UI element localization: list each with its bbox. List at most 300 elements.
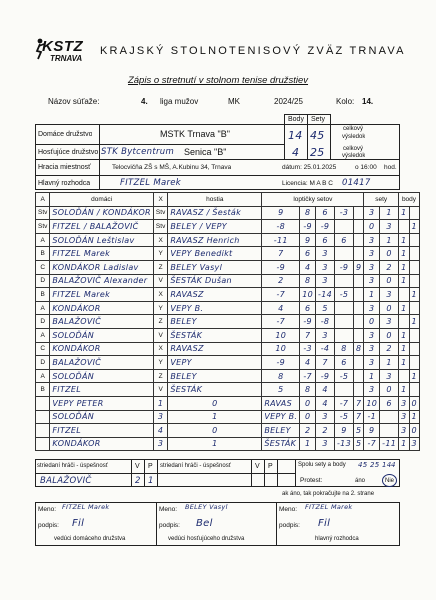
table-cell: 3 <box>364 260 380 274</box>
table-cell: VEPY Benedikt <box>168 247 262 261</box>
table-cell: 3 <box>364 247 380 261</box>
table-cell: 0 <box>380 274 399 288</box>
table-cell: V <box>153 274 167 288</box>
table-cell <box>409 383 419 397</box>
table-cell: -3 <box>335 206 354 220</box>
home-team-name: MSTK Trnava "B" <box>160 129 230 139</box>
table-cell: -9 <box>316 220 335 234</box>
subs-home-label: striedaní hráči - úspešnosť <box>37 463 108 469</box>
union-name: KRAJSKÝ STOLNOTENISOVÝ ZVÄZ TRNAVA <box>100 45 406 57</box>
totals-sety-away: 25 <box>370 461 380 469</box>
home-sety: 45 <box>310 128 325 142</box>
table-cell: SOLOĎÁN <box>50 410 154 424</box>
col-header: domáci <box>50 193 154 207</box>
col-header: X <box>153 193 167 207</box>
table-row <box>36 328 420 342</box>
table-cell: 2 <box>380 342 399 356</box>
table-cell: 4 <box>153 424 167 438</box>
table-cell <box>353 301 363 315</box>
table-cell: 0 <box>364 315 380 329</box>
table-cell <box>353 288 363 302</box>
table-cell <box>353 383 363 397</box>
table-cell: 3 <box>364 328 380 342</box>
table-cell: Stv <box>153 220 167 234</box>
table-cell: 1 <box>399 274 409 288</box>
table-cell <box>335 220 354 234</box>
table-cell: -8 <box>316 315 335 329</box>
table-cell: 7 <box>300 328 316 342</box>
table-cell: 6 <box>380 396 399 410</box>
body-header: Body <box>288 115 304 123</box>
table-cell: -5 <box>335 288 354 302</box>
table-cell: X <box>153 233 167 247</box>
table-cell <box>353 233 363 247</box>
table-cell <box>353 315 363 329</box>
table-cell: 4 <box>316 396 335 410</box>
table-cell: 3 <box>316 247 335 261</box>
table-cell <box>399 288 409 302</box>
table-cell: SOLOĎÁN <box>50 369 154 383</box>
away-team-prefix: STK Bytcentrum <box>101 147 175 157</box>
table-cell: -9 <box>262 356 300 370</box>
table-cell: 1 <box>168 437 262 451</box>
table-row <box>36 301 420 315</box>
table-cell: -11 <box>380 437 399 451</box>
away-team-name: Senica "B" <box>184 147 227 157</box>
table-cell: Z <box>153 315 167 329</box>
table-cell: 3 <box>380 369 399 383</box>
table-cell: Z <box>153 260 167 274</box>
table-cell: 0 <box>380 301 399 315</box>
table-cell <box>380 410 399 424</box>
table-cell: 8 <box>335 342 354 356</box>
sety-header: Sety <box>311 115 326 123</box>
table-cell: 8 <box>300 274 316 288</box>
table-cell: 0 <box>168 396 262 410</box>
venue: Telocvičňa ZŠ s MŠ, A.Kubinu 34, Trnava <box>112 164 232 171</box>
table-cell: SOLOĎÁN Leštislav <box>50 233 154 247</box>
referee-sign-label: podpis: <box>279 522 300 529</box>
table-cell: -1 <box>364 410 380 424</box>
table-cell <box>409 356 419 370</box>
logo-text: KSTZ <box>42 38 84 55</box>
table-cell: -7 <box>300 369 316 383</box>
table-row <box>36 396 420 410</box>
table-cell: -11 <box>262 233 300 247</box>
table-cell: 1 <box>399 233 409 247</box>
table-cell: 0 <box>409 396 419 410</box>
table-cell: 10 <box>262 328 300 342</box>
table-header-row <box>36 193 420 207</box>
table-cell <box>399 369 409 383</box>
table-cell <box>409 301 419 315</box>
totals-body-home: 14 <box>382 461 392 469</box>
totals-sety-home: 45 <box>358 461 368 469</box>
kstz-logo <box>32 38 94 68</box>
competition-label: Názov súťaže: <box>48 97 100 106</box>
table-cell: 9 <box>335 424 354 438</box>
category: MK <box>228 97 240 106</box>
table-cell: FITZEL <box>50 424 154 438</box>
table-cell: ŠESTÁK <box>168 383 262 397</box>
table-cell: 2 <box>380 260 399 274</box>
table-cell: BELEY <box>168 315 262 329</box>
table-cell: FITZEL Marek <box>50 247 154 261</box>
table-cell <box>353 328 363 342</box>
table-cell: 0 <box>364 220 380 234</box>
table-cell: 6 <box>316 233 335 247</box>
table-cell: -7 <box>364 437 380 451</box>
subs-home-p: 1 <box>148 475 154 486</box>
table-cell: VEPY <box>168 356 262 370</box>
table-cell: 0 <box>168 424 262 438</box>
table-cell: 1 <box>409 315 419 329</box>
table-cell <box>380 424 399 438</box>
table-cell: 3 <box>316 328 335 342</box>
table-cell: A <box>36 301 50 315</box>
table-cell: KONDÁKOR Ladislav <box>50 260 154 274</box>
time: o 16:00 <box>355 164 377 171</box>
table-cell <box>409 260 419 274</box>
table-cell: 3 <box>364 383 380 397</box>
totals-label: Spolu sety a body <box>298 462 346 468</box>
away-sign-label: podpis: <box>159 522 180 529</box>
table-cell <box>36 396 50 410</box>
table-cell: 1 <box>380 356 399 370</box>
table-cell: -3 <box>300 342 316 356</box>
table-cell: KONDÁKOR <box>50 437 154 451</box>
table-cell: 5 <box>262 383 300 397</box>
table-cell: 0 <box>380 383 399 397</box>
table-cell <box>353 206 363 220</box>
table-cell: 1 <box>300 437 316 451</box>
table-cell: A <box>36 328 50 342</box>
license-number: 01417 <box>342 178 371 188</box>
table-cell: B <box>36 383 50 397</box>
table-cell: -7 <box>262 288 300 302</box>
table-cell: 9 <box>300 233 316 247</box>
table-cell: Y <box>153 301 167 315</box>
table-cell: 6 <box>335 233 354 247</box>
table-cell: 7 <box>353 410 363 424</box>
table-cell: 2 <box>316 424 335 438</box>
table-cell <box>36 424 50 438</box>
table-cell: 3 <box>316 260 335 274</box>
home-leader-name: FITZEL Marek <box>62 503 110 511</box>
table-cell <box>409 247 419 261</box>
table-row <box>36 342 420 356</box>
result-label-home-2: výsledok <box>342 134 366 140</box>
table-cell: -13 <box>335 437 354 451</box>
col-header: body <box>399 193 420 207</box>
table-cell: VEPY B. <box>262 410 300 424</box>
table-cell: SOLOĎÁN <box>50 328 154 342</box>
table-cell: 1 <box>399 437 409 451</box>
table-cell: RAVASZ Henrich <box>168 233 262 247</box>
table-cell: 7 <box>316 356 335 370</box>
subs-away-p-label: P <box>268 462 273 470</box>
subs-away-label: striedaní hráči - úspešnosť <box>160 463 231 469</box>
table-cell: 1 <box>409 288 419 302</box>
table-cell: 3 <box>153 410 167 424</box>
result-label-away-2: výsledok <box>342 153 366 159</box>
away-team-label: Hosťujúce družstvo <box>38 148 99 156</box>
table-cell: Z <box>153 369 167 383</box>
table-cell <box>335 383 354 397</box>
table-cell: RAVASZ <box>168 288 262 302</box>
table-cell <box>335 247 354 261</box>
table-cell: 1 <box>380 206 399 220</box>
table-cell <box>409 342 419 356</box>
table-cell: X <box>153 342 167 356</box>
table-cell: D <box>36 315 50 329</box>
table-cell: 1 <box>153 396 167 410</box>
table-cell: V <box>153 383 167 397</box>
home-sign-label: podpis: <box>38 522 59 529</box>
protest-no: Nie <box>382 474 397 487</box>
table-cell: 10 <box>364 396 380 410</box>
table-cell: 1 <box>399 342 409 356</box>
table-row <box>36 424 420 438</box>
table-cell: 9 <box>364 424 380 438</box>
table-cell: BELEY <box>262 424 300 438</box>
license-label: Licencia: M A B C <box>282 179 333 187</box>
table-cell: 0 <box>380 328 399 342</box>
table-cell: 3 <box>364 342 380 356</box>
table-cell: 0 <box>300 410 316 424</box>
table-cell: 8 <box>353 342 363 356</box>
table-cell: Stv <box>153 206 167 220</box>
table-cell: ŠESTÁK <box>168 328 262 342</box>
continue-note: ak áno, tak pokračujte na 2. strane <box>282 491 375 497</box>
table-row <box>36 315 420 329</box>
table-cell: 1 <box>409 410 419 424</box>
round-label: Kolo: <box>336 97 355 106</box>
match-table <box>35 192 420 451</box>
table-cell: RAVAS <box>262 396 300 410</box>
table-row <box>36 383 420 397</box>
protest-yes: áno <box>355 477 366 484</box>
table-cell: C <box>36 260 50 274</box>
subs-home-v-label: V <box>135 462 140 470</box>
table-cell <box>399 220 409 234</box>
league-name: liga mužov <box>160 97 199 106</box>
table-cell: 3 <box>380 220 399 234</box>
table-cell: 0 <box>409 424 419 438</box>
table-cell: 1 <box>409 220 419 234</box>
table-cell: 8 <box>300 383 316 397</box>
table-cell: FITZEL Marek <box>50 288 154 302</box>
table-cell: D <box>36 274 50 288</box>
table-cell: A <box>36 369 50 383</box>
table-cell <box>335 274 354 288</box>
table-cell <box>409 328 419 342</box>
table-cell: 1 <box>168 410 262 424</box>
referee-sign-name: FITZEL Marek <box>305 503 353 511</box>
table-cell <box>399 315 409 329</box>
home-leader-label: Meno: <box>38 506 57 513</box>
table-cell: -4 <box>316 342 335 356</box>
totals-body-away: 4 <box>391 461 396 469</box>
table-cell: 3 <box>316 410 335 424</box>
table-row <box>36 247 420 261</box>
table-cell: RAVASZ / Šesták <box>168 206 262 220</box>
table-cell: RAVASZ <box>168 342 262 356</box>
table-row <box>36 260 420 274</box>
table-cell: 6 <box>335 356 354 370</box>
referee-label: Hlavný rozhodca <box>38 179 91 187</box>
table-cell: ŠESTÁK <box>262 437 300 451</box>
col-header: sety <box>364 193 399 207</box>
table-cell: B <box>36 288 50 302</box>
table-cell: BELEY <box>168 369 262 383</box>
table-cell: 1 <box>364 288 380 302</box>
table-cell: 3 <box>153 437 167 451</box>
table-cell: 1 <box>399 206 409 220</box>
away-role: vedúci hosťujúceho družstva <box>168 536 245 542</box>
away-leader-label: Meno: <box>159 506 178 513</box>
table-cell: -7 <box>335 396 354 410</box>
away-body: 4 <box>292 145 300 159</box>
time-unit: hod. <box>384 164 397 171</box>
table-cell <box>353 356 363 370</box>
referee-sign-name-label: Meno: <box>279 506 298 513</box>
table-row <box>36 437 420 451</box>
table-cell: VEPY B. <box>168 301 262 315</box>
table-cell: B <box>36 247 50 261</box>
away-signature: Bel <box>196 518 213 529</box>
table-cell: 3 <box>364 206 380 220</box>
table-cell: KONDÁKOR <box>50 301 154 315</box>
table-cell: 1 <box>399 247 409 261</box>
table-row <box>36 369 420 383</box>
table-cell: -9 <box>335 260 354 274</box>
table-cell: 3 <box>316 437 335 451</box>
table-cell: 4 <box>262 301 300 315</box>
col-header: A <box>36 193 50 207</box>
table-cell <box>409 206 419 220</box>
table-cell <box>353 247 363 261</box>
table-cell <box>353 220 363 234</box>
col-header: hostia <box>168 193 262 207</box>
home-body: 14 <box>288 128 303 142</box>
home-role: vedúci domáceho družstva <box>54 536 126 542</box>
table-cell: 1 <box>364 369 380 383</box>
table-cell: 9 <box>353 260 363 274</box>
table-cell: 3 <box>364 356 380 370</box>
table-cell: KONDÁKOR <box>50 342 154 356</box>
protest-label: Protest: <box>300 477 323 484</box>
table-cell: D <box>36 356 50 370</box>
table-cell: 2 <box>300 424 316 438</box>
table-cell: Stv <box>36 206 50 220</box>
season: 2024/25 <box>274 97 303 106</box>
referee-role: hlavný rozhodca <box>315 536 359 542</box>
result-label-away-1: celkový <box>343 146 364 152</box>
subs-home-player: BALAŽOVIČ <box>40 475 92 486</box>
table-cell: 3 <box>399 410 409 424</box>
home-team-label: Domáce družstvo <box>38 130 93 138</box>
table-cell: 5 <box>353 424 363 438</box>
home-signature: Fil <box>72 518 85 529</box>
table-row <box>36 274 420 288</box>
table-cell <box>36 437 50 451</box>
table-cell: -5 <box>335 369 354 383</box>
table-cell: SOLOĎÁN / KONDÁKOR <box>50 206 154 220</box>
table-cell: 10 <box>300 288 316 302</box>
table-cell: 8 <box>300 206 316 220</box>
table-row <box>36 356 420 370</box>
table-cell: 1 <box>380 233 399 247</box>
match-rows <box>36 206 420 451</box>
table-cell: -14 <box>316 288 335 302</box>
table-cell: VEPY PETER <box>50 396 154 410</box>
table-cell: BALAŽOVIČ <box>50 356 154 370</box>
table-cell: 3 <box>399 424 409 438</box>
table-cell: 6 <box>316 206 335 220</box>
table-cell: 3 <box>380 288 399 302</box>
table-cell: -9 <box>300 315 316 329</box>
table-cell: 4 <box>316 383 335 397</box>
subs-home-v: 2 <box>135 475 141 486</box>
table-cell: 3 <box>380 315 399 329</box>
form-title: Zápis o stretnutí v stolnom tenise družstiev <box>127 75 309 86</box>
table-cell: 2 <box>262 274 300 288</box>
table-cell: 6 <box>300 247 316 261</box>
table-cell <box>335 315 354 329</box>
table-cell: 7 <box>353 396 363 410</box>
table-cell: 5 <box>353 437 363 451</box>
table-cell: FITZEL <box>50 383 154 397</box>
table-cell: 3 <box>399 396 409 410</box>
table-cell: A <box>36 233 50 247</box>
table-cell: -9 <box>316 369 335 383</box>
table-cell: 9 <box>262 206 300 220</box>
table-cell: 0 <box>380 247 399 261</box>
table-cell: BALAŽOVIČ Alexander <box>50 274 154 288</box>
table-cell: Y <box>153 247 167 261</box>
table-cell: 3 <box>316 274 335 288</box>
logo-subtext: TRNAVA <box>50 54 83 63</box>
venue-label: Hracia miestnosť <box>38 164 91 171</box>
table-cell: 1 <box>399 260 409 274</box>
table-cell: 1 <box>399 301 409 315</box>
table-cell <box>353 274 363 288</box>
round-number: 14. <box>362 97 374 106</box>
table-cell: 3 <box>364 233 380 247</box>
subs-home-p-label: P <box>148 462 153 470</box>
table-cell: BELEY Vasyl <box>168 260 262 274</box>
table-row <box>36 288 420 302</box>
table-cell <box>409 274 419 288</box>
table-cell <box>335 301 354 315</box>
table-cell: -7 <box>262 315 300 329</box>
table-cell: V <box>153 328 167 342</box>
table-cell: Stv <box>36 220 50 234</box>
result-label-home-1: celkový <box>343 126 364 132</box>
table-cell: 1 <box>399 383 409 397</box>
table-cell: FITZEL / BALAŽOVIČ <box>50 220 154 234</box>
table-cell: 8 <box>262 369 300 383</box>
table-row <box>36 206 420 220</box>
table-cell: 7 <box>262 247 300 261</box>
table-cell: 3 <box>364 301 380 315</box>
table-row <box>36 220 420 234</box>
table-cell: BALAŽOVIČ <box>50 315 154 329</box>
table-cell: Y <box>153 356 167 370</box>
referee-signature: Fil <box>318 518 331 529</box>
table-cell: 4 <box>300 356 316 370</box>
